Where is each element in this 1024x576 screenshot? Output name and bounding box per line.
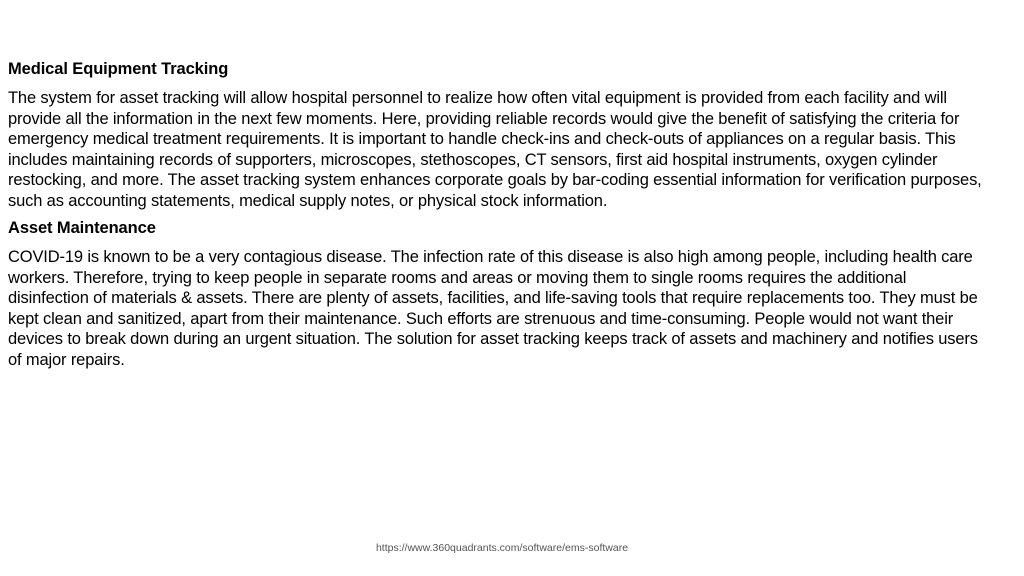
footer-source-url: https://www.360quadrants.com/software/ems-software	[375, 542, 629, 554]
slide-content	[8, 58, 983, 376]
section-body-asset-maintenance: COVID-19 is known to be a very contagious disease. The infection rate of this disease is also high among people, including health care workers. Therefore, trying to keep people in separate rooms and areas or moving them to single rooms requires the additional disinfection of materials & assets. There are plenty of assets, facilities, and life-saving tools that require replacements too. They must be kept clean and sanitized, apart from their maintenance. Such efforts are strenuous and time-consuming. People would not want their devices to break down during an urgent situation. The solution for asset tracking keeps track of assets and machinery and notifies users of major repairs.	[8, 248, 978, 369]
section-heading-asset-maintenance: Asset Maintenance	[8, 219, 156, 237]
section-body-medical-equipment-tracking: The system for asset tracking will allow hospital personnel to realize how often vital equipment is provided from each facility and will provide all the information in the next few moments. Here, providing reliable records would give the benefit of satisfying the criteria for emergency medical treatment requirements. It is important to handle check-ins and check-outs of appliances on a regular basis. This includes maintaining records of supporters, microscopes, stethoscopes, CT sensors, first aid hospital instruments, oxygen cylinder restocking, and more. The asset tracking system enhances corporate goals by bar-coding essential information for verification purposes, such as accounting statements, medical supply notes, or physical stock information.	[8, 89, 982, 210]
section-heading-medical-equipment-tracking: Medical Equipment Tracking	[8, 60, 229, 78]
